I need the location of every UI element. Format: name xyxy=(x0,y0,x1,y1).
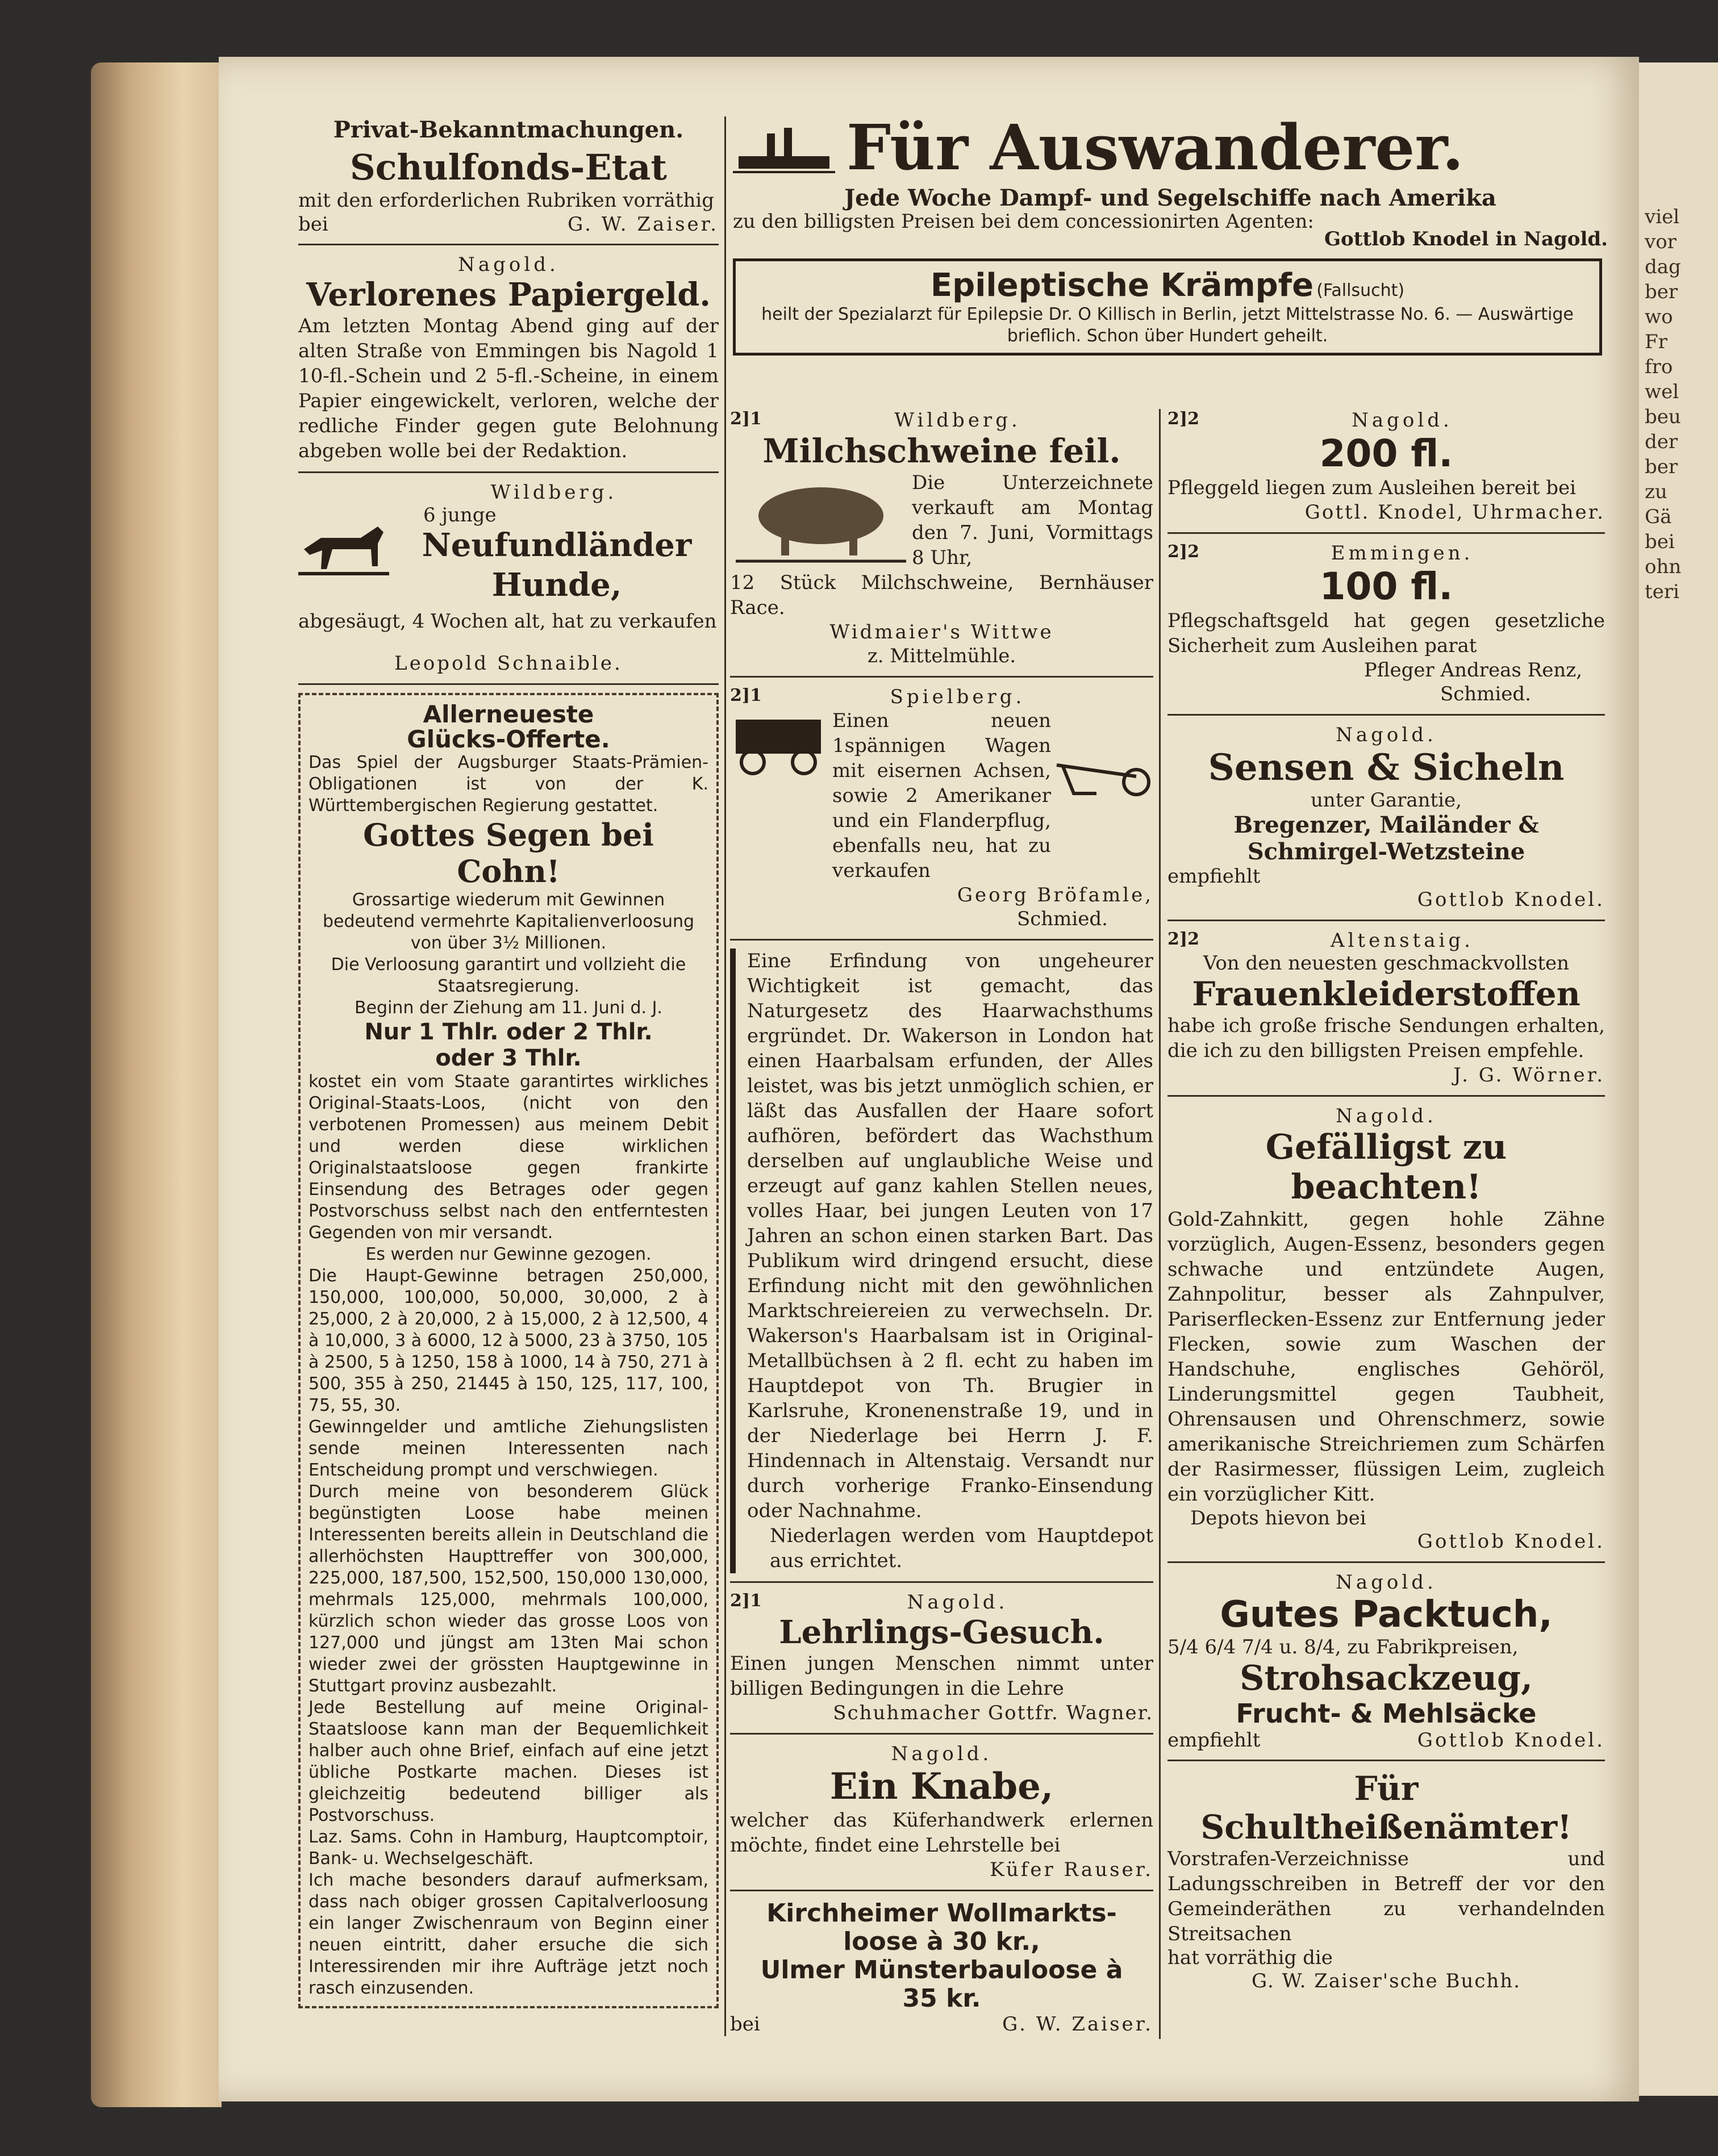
schulfonds-signature: G. W. Zaiser. xyxy=(568,213,719,236)
frauen-title: Frauenkleiderstoffen xyxy=(1192,975,1581,1013)
schultheiss-text: Vorstrafen-Verzeichnisse und Ladungsschreiben in Betreff der vor den Gemeinderäthen zu verhandelnden Streitsachen xyxy=(1167,1848,1605,1945)
auswanderer-subtitle: Jede Woche Dampf- und Segelschiffe nach Amerika xyxy=(844,185,1496,211)
milch-title: Milchschweine feil. xyxy=(762,432,1121,470)
divider xyxy=(730,676,1153,678)
loose-line: Ulmer Münsterbauloose à xyxy=(760,1956,1123,1984)
fragment: vor xyxy=(1645,231,1677,253)
milch-signature-1: Widmaier's Wittwe xyxy=(829,621,1054,644)
beachten-depots: Depots hievon bei xyxy=(1190,1507,1366,1530)
divider xyxy=(730,1581,1153,1583)
sensen-subtitle-2: Bregenzer, Mailänder & Schmirgel-Wetzsteine xyxy=(1233,812,1539,865)
packtuch-sizes: 5/4 6/4 7/4 u. 8/4, zu Fabrikpreisen, xyxy=(1167,1636,1519,1658)
knabe-text: welcher das Küferhandwerk erlernen möchte, findet eine Lehrstelle bei xyxy=(730,1809,1153,1857)
divider xyxy=(298,683,719,685)
hunde-count: 6 junge xyxy=(423,504,497,527)
divider xyxy=(730,939,1153,941)
hunde-signature: Leopold Schnaible. xyxy=(394,652,623,675)
fragment: ber xyxy=(1645,281,1678,303)
frauen-location: Altenstaig. xyxy=(1331,929,1474,952)
wagon-icon xyxy=(730,708,832,776)
lotto-paragraph: Das Spiel der Augsburger Staats-Prämien-Obligationen ist von der K. Württembergischen Regierung gestattet. xyxy=(308,753,708,816)
fl100-text: Pflegschaftsgeld hat gegen gesetzliche Sicherheit zum Ausleihen parat xyxy=(1167,609,1605,657)
lehrling-title: Lehrlings-Gesuch. xyxy=(779,1614,1104,1651)
fl100-number: 2]2 xyxy=(1167,542,1199,562)
beachten-signature: Gottlob Knodel. xyxy=(1417,1530,1605,1553)
lotto-paragraph: Die Haupt-Gewinne betragen 250,000, 150,000, 100,000, 50,000, 30,000, 2 à 25,000, 2 à 20,000, 2 à 15,000, 2 à 12,500, 4 à 10,000, 3 à 6000, 12 à 5000, 23 à 3750, 105 à 2500, 5 à 1250, 158 à 1000, 14 à 750, 271 à 500, 355 à 250, 21445 à 150, 125, 117, 100, 75, 55, 30. xyxy=(308,1266,708,1415)
fragment: wo xyxy=(1645,306,1673,328)
lotto-paragraph: Grossartige wiederum mit Gewinnen bedeutend vermehrte Kapitalienverloosung von über 3½ Millionen. xyxy=(322,890,695,953)
column-rule xyxy=(724,116,726,2036)
beachten-title: Gefälligst zu beachten! xyxy=(1265,1127,1507,1207)
frauen-pretext: Von den neuesten geschmackvollsten xyxy=(1203,952,1570,975)
sensen-empfiehlt: empfiehlt xyxy=(1167,865,1261,888)
frauen-text: habe ich große frische Sendungen erhalten, die ich zu den billigsten Preisen empfehle. xyxy=(1167,1014,1605,1062)
divider xyxy=(1167,1760,1605,1761)
fragment: der xyxy=(1645,431,1678,453)
column-rule xyxy=(1159,409,1161,2039)
haarbalsam-advert xyxy=(730,949,1153,1573)
newspaper-page xyxy=(219,57,1639,2101)
schulfonds-bei: bei xyxy=(298,213,328,236)
packtuch-signature: Gottlob Knodel. xyxy=(1417,1729,1605,1752)
hunde-title-1: Neufundländer xyxy=(422,527,692,564)
fragment: viel xyxy=(1645,206,1680,228)
milch-signature-2: z. Mittelmühle. xyxy=(867,645,1016,667)
wagen-signature-1: Georg Bröfamle, xyxy=(957,884,1153,906)
packtuch-title-2: Strohsackzeug, xyxy=(1240,1658,1533,1698)
divider xyxy=(1167,532,1605,534)
auswanderer-title: Für Auswanderer. xyxy=(847,111,1464,184)
divider xyxy=(298,471,719,473)
fragment: dag xyxy=(1645,256,1681,278)
lehrling-signature: Schuhmacher Gottfr. Wagner. xyxy=(833,1702,1153,1724)
epilepsie-title: Epileptische Krämpfe xyxy=(930,267,1314,304)
dog-illustration-icon xyxy=(298,515,389,583)
lehrling-location: Nagold. xyxy=(907,1591,1008,1614)
divider xyxy=(730,1890,1153,1891)
fragment: teri xyxy=(1645,580,1679,603)
lotto-paragraph: Es werden nur Gewinne gezogen. xyxy=(365,1244,652,1264)
schultheiss-title: Für Schultheißenämter! xyxy=(1200,1769,1572,1846)
fl200-text: Pfleggeld liegen zum Ausleihen bereit bei xyxy=(1167,477,1576,499)
fragment: Gä xyxy=(1645,505,1672,528)
fragment: bei xyxy=(1645,530,1675,553)
wagen-signature-2: Schmied. xyxy=(1016,908,1108,930)
loose-line: 35 kr. xyxy=(902,1984,981,2013)
fragment: fro xyxy=(1645,356,1673,378)
lotto-title-2: Glücks-Offerte. xyxy=(407,725,610,753)
column-2 xyxy=(730,409,1153,2036)
section-header: Privat-Bekanntmachungen. xyxy=(333,116,684,143)
fragment: beu xyxy=(1645,406,1681,428)
papier-location: Nagold. xyxy=(458,253,559,276)
lotto-paragraph: Die Verloosung garantirt und vollzieht die Staatsregierung. xyxy=(331,955,686,996)
lotto-advert xyxy=(298,693,719,2008)
auswanderer-advert xyxy=(733,111,1608,356)
loose-bei: bei xyxy=(730,2013,760,2036)
packtuch-empfiehlt: empfiehlt xyxy=(1167,1729,1261,1752)
papier-text: Am letzten Montag Abend ging auf der alten Straße von Emmingen bis Nagold 1 10-fl.-Schein und 2 5-fl.-Scheine, in einem Papier eingewickelt, verloren, welche der redliche Finder gegen gute Belohnung abgeben wolle bei der Redaktion. xyxy=(298,315,719,462)
wagen-location: Spielberg. xyxy=(890,686,1025,708)
fl200-number: 2]2 xyxy=(1167,409,1199,429)
knabe-location: Nagold. xyxy=(891,1743,993,1765)
fl100-signature-2: Schmied. xyxy=(1440,683,1531,705)
fragment: zu xyxy=(1645,480,1667,503)
fragment: ber xyxy=(1645,456,1678,478)
packtuch-title: Gutes Packtuch, xyxy=(1220,1594,1553,1636)
divider xyxy=(730,1733,1153,1735)
steamship-icon xyxy=(733,122,835,179)
hunde-title-2: Hunde, xyxy=(491,566,622,604)
hunde-text: abgesäugt, 4 Wochen alt, hat zu verkaufen xyxy=(298,610,717,633)
schultheiss-signature: G. W. Zaiser'sche Buchh. xyxy=(1252,1970,1521,1992)
lehrling-text: Einen jungen Menschen nimmt unter billigen Bedingungen in die Lehre xyxy=(730,1652,1153,1700)
lotto-paragraph: Ich mache besonders darauf aufmerksam, dass nach obiger grossen Capitalverloosung ein langer Zwischenraum von Beginn einer neuen eintritt, daher ersuche die sich Interessirenden mir ihre Aufträge jetzt noch rasch einzusenden. xyxy=(308,1870,708,1998)
knabe-title: Ein Knabe, xyxy=(829,1765,1054,1808)
column-3 xyxy=(1167,409,1605,1993)
lotto-paragraph: Durch meine von besonderem Glück begünstigten Loose habe meinen Interessenten bereits allein in Deutschland die allerhöchsten Haupttreffer von 300,000, 225,000, 187,500, 152,500, 150,000 130,000, mehrmals 125,000, mehrmals 100,000, kürzlich schon wieder das grosse Loos von 127,000 und jüngst am 13ten Mai schon wieder zwei der grössten Hauptgewinne in Stuttgart provinz ausbezahlt. xyxy=(308,1482,708,1696)
packtuch-title-3: Frucht- & Mehlsäcke xyxy=(1236,1698,1537,1729)
beachten-location: Nagold. xyxy=(1336,1105,1437,1127)
milch-number: 2]1 xyxy=(730,409,762,429)
fl100-location: Emmingen. xyxy=(1331,542,1474,565)
auswanderer-signature: Gottlob Knodel in Nagold. xyxy=(1324,228,1608,250)
lotto-paragraph: Gewinngelder und amtliche Ziehungslisten sende meinen Interessenten nach Entscheidung prompt und verschwiegen. xyxy=(308,1417,708,1480)
lotto-paragraph: kostet ein vom Staate garantirtes wirkliches Original-Staats-Loos, (nicht von den verbotenen Promessen) aus meinem Debit und werden diese wirklichen Originalstaatsloose gegen frankirte Einsendung des Betrages oder gegen Postvorschuss selbst nach den entferntesten Gegenden von mir versandt. xyxy=(308,1072,708,1243)
sensen-title: Sensen & Sicheln xyxy=(1208,746,1565,789)
epilepsie-paren: (Fallsucht) xyxy=(1316,281,1405,300)
milch-location: Wildberg. xyxy=(894,409,1021,432)
fl200-location: Nagold. xyxy=(1352,409,1453,432)
divider xyxy=(298,244,719,245)
lehrling-number: 2]1 xyxy=(730,1591,762,1611)
epilepsie-advert xyxy=(733,258,1602,356)
frauen-signature: J. G. Wörner. xyxy=(1453,1064,1605,1087)
divider xyxy=(1167,1095,1605,1097)
lotto-price: oder 3 Thlr. xyxy=(435,1045,582,1071)
plough-icon xyxy=(1051,742,1153,810)
next-page-fragments xyxy=(1645,204,1681,604)
lotto-paragraph: Beginn der Ziehung am 11. Juni d. J. xyxy=(355,998,662,1018)
milch-text-2: 12 Stück Milchschweine, Bernhäuser Race. xyxy=(730,571,1153,619)
lotto-price: Nur 1 Thlr. oder 2 Thlr. xyxy=(364,1019,653,1045)
lotto-headline: Gottes Segen bei Cohn! xyxy=(363,817,654,889)
milch-text: Die Unterzeichnete verkauft am Montag den 7. Juni, Vormittags 8 Uhr, xyxy=(912,471,1153,569)
packtuch-location: Nagold. xyxy=(1336,1571,1437,1594)
sensen-signature: Gottlob Knodel. xyxy=(1417,888,1605,911)
fl100-title: 100 fl. xyxy=(1319,565,1453,608)
loose-advert xyxy=(730,1899,1153,2013)
pig-illustration-icon xyxy=(730,470,912,567)
fl200-title: 200 fl. xyxy=(1319,432,1453,475)
hunde-location: Wildberg. xyxy=(490,481,618,504)
book-edge xyxy=(91,62,222,2107)
sensen-subtitle: unter Garantie, xyxy=(1311,789,1462,812)
loose-signature: G. W. Zaiser. xyxy=(1002,2013,1153,2036)
divider xyxy=(1167,920,1605,921)
schultheiss-text-2: hat vorräthig die xyxy=(1167,1946,1333,1969)
column-1 xyxy=(298,116,719,2008)
frauen-number: 2]2 xyxy=(1167,929,1199,949)
divider xyxy=(1167,714,1605,716)
fl200-signature: Gottl. Knodel, Uhrmacher. xyxy=(1304,501,1605,524)
wagen-number: 2]1 xyxy=(730,686,762,705)
epilepsie-text: heilt der Spezialarzt für Epilepsie Dr. O Killisch in Berlin, jetzt Mittelstrasse No. 6. — Auswärtige brieflich. Schon über Hundert geheilt. xyxy=(761,304,1574,346)
knabe-signature: Küfer Rauser. xyxy=(990,1858,1153,1881)
schulfonds-title: Schulfonds-Etat xyxy=(349,147,668,188)
lotto-paragraph: Jede Bestellung auf meine Original-Staatsloose kann man der Bequemlichkeit halber auch ohne Brief, einfach auf eine jetzt übliche Postkarte machen. Dieses ist gleichzeitig bedeutend billiger als Postvorschuss. xyxy=(308,1698,708,1825)
lotto-paragraph: Laz. Sams. Cohn in Hamburg, Hauptcomptoir, Bank- u. Wechselgeschäft. xyxy=(308,1827,708,1869)
wagen-text: Einen neuen 1spännigen Wagen mit eisernen Achsen, sowie 2 Amerikaner und ein Flanderpflug, ebenfalls neu, hat zu verkaufen xyxy=(832,709,1051,882)
loose-line: loose à 30 kr., xyxy=(843,1927,1040,1956)
fragment: Fr xyxy=(1645,331,1667,353)
auswanderer-text: zu den billigsten Preisen bei dem concessionirten Agenten: xyxy=(733,210,1314,233)
haarbalsam-text-2: Niederlagen werden vom Hauptdepot aus errichtet. xyxy=(770,1524,1153,1572)
haarbalsam-text: Eine Erfindung von ungeheurer Wichtigkeit ist gemacht, das Naturgesetz des Haarwachsthums ergründet. Dr. Wakerson in London hat einen Haarbalsam erfunden, der Alles leistet, was bis jetzt unmöglich schien, er läßt das Ausfallen der Haare sofort aufhören, befördert das Wachsthum derselben auf unglaubliche Weise und erzeugt auf ganz kahlen Stellen neues, volles Haar, bei jungen Leuten von 17 Jahren an schon einen starken Bart. Das Publikum wird dringend ersucht, diese Erfindung nicht mit den gewöhnlichen Marktschreiereien zu verwechseln. Dr. Wakerson's Haarbalsam ist in Original-Metallbüchsen à 2 fl. echt zu haben im Hauptdepot von Th. Brugier in Karlsruhe, Kronenenstraße 19, und in der Niederlage bei Herrn J. F. Hindennach in Altenstaig. Versandt nur durch vorherige Franko-Einsendung oder Nachnahme. xyxy=(747,950,1153,1522)
fragment: ohn xyxy=(1645,555,1682,578)
fl100-signature-1: Pfleger Andreas Renz, xyxy=(1363,659,1582,682)
papier-title: Verlorenes Papiergeld. xyxy=(306,276,711,314)
beachten-text: Gold-Zahnkitt, gegen hohle Zähne vorzüglich, Augen-Essenz, besonders gegen schwache und entzündete Augen, Zahnpolitur, besser als Zahnpulver, Pariserflecken-Essenz zur Entfernung jeder Flecken, sowie zum Waschen der Handschuhe, englisches Gehöröl, Linderungsmittel gegen Taubheit, Ohrensausen und Ohrenschmerz, sowie amerikanische Streichriemen zum Schärfen der Rasirmesser, flüssigen Leim, zugleich ein vorzüglicher Kitt. xyxy=(1167,1208,1605,1506)
schulfonds-text: mit den erforderlichen Rubriken vorräthig xyxy=(298,189,714,212)
loose-line: Kirchheimer Wollmarkts- xyxy=(766,1899,1117,1928)
divider xyxy=(1167,1561,1605,1563)
fragment: wel xyxy=(1645,381,1679,403)
sensen-location: Nagold. xyxy=(1336,724,1437,746)
lotto-title-1: Allerneueste xyxy=(423,700,594,728)
